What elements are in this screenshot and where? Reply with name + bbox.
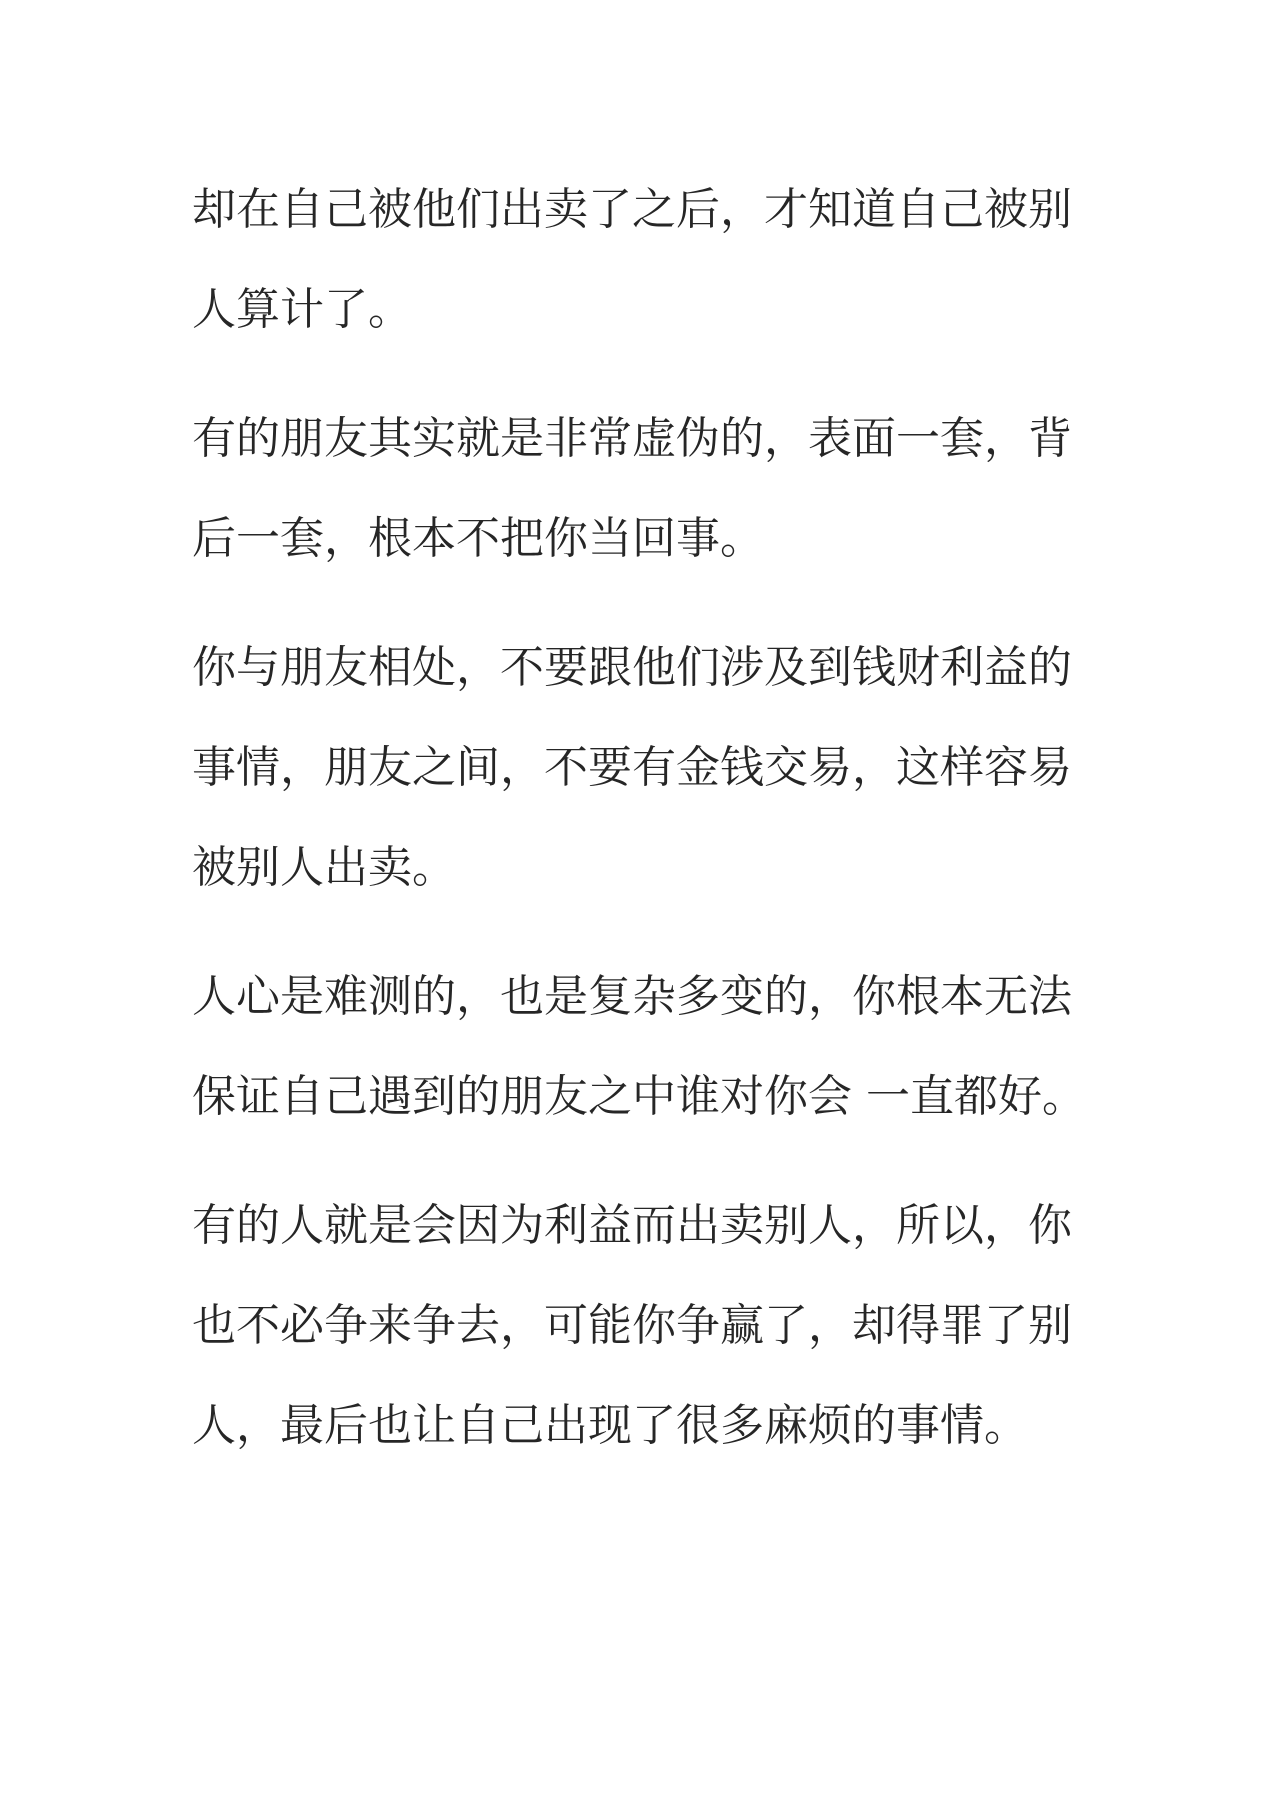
- text-line: 被别人出卖。: [192, 842, 456, 893]
- text-line: 事情，朋友之间，不要有金钱交易，这样容易: [192, 742, 1072, 793]
- text-line: 却在自己被他们出卖了之后，才知道自己被别: [192, 184, 1072, 235]
- text-line: 人心是难测的，也是复杂多变的，你根本无法: [192, 971, 1072, 1022]
- text-line: 人，最后也让自己出现了很多麻烦的事情。: [192, 1400, 1028, 1451]
- text-line: 你与朋友相处，不要跟他们涉及到钱财利益的: [192, 642, 1072, 693]
- paragraph-4: [192, 947, 1092, 1147]
- paragraph-3: [192, 618, 1092, 918]
- text-line: 有的朋友其实就是非常虚伪的，表面一套，背: [192, 413, 1072, 464]
- text-line: 人算计了。: [192, 284, 412, 335]
- paragraph-1: [192, 160, 1092, 360]
- article-body: [192, 160, 1092, 1505]
- text-line: 后一套，根本不把你当回事。: [192, 513, 764, 564]
- text-line: 保证自己遇到的朋友之中谁对你会 一直都好。: [192, 1071, 1086, 1122]
- paragraph-5: [192, 1176, 1092, 1476]
- paragraph-2: [192, 389, 1092, 589]
- text-line: 也不必争来争去，可能你争赢了，却得罪了别: [192, 1300, 1072, 1351]
- text-line: 有的人就是会因为利益而出卖别人，所以，你: [192, 1200, 1072, 1251]
